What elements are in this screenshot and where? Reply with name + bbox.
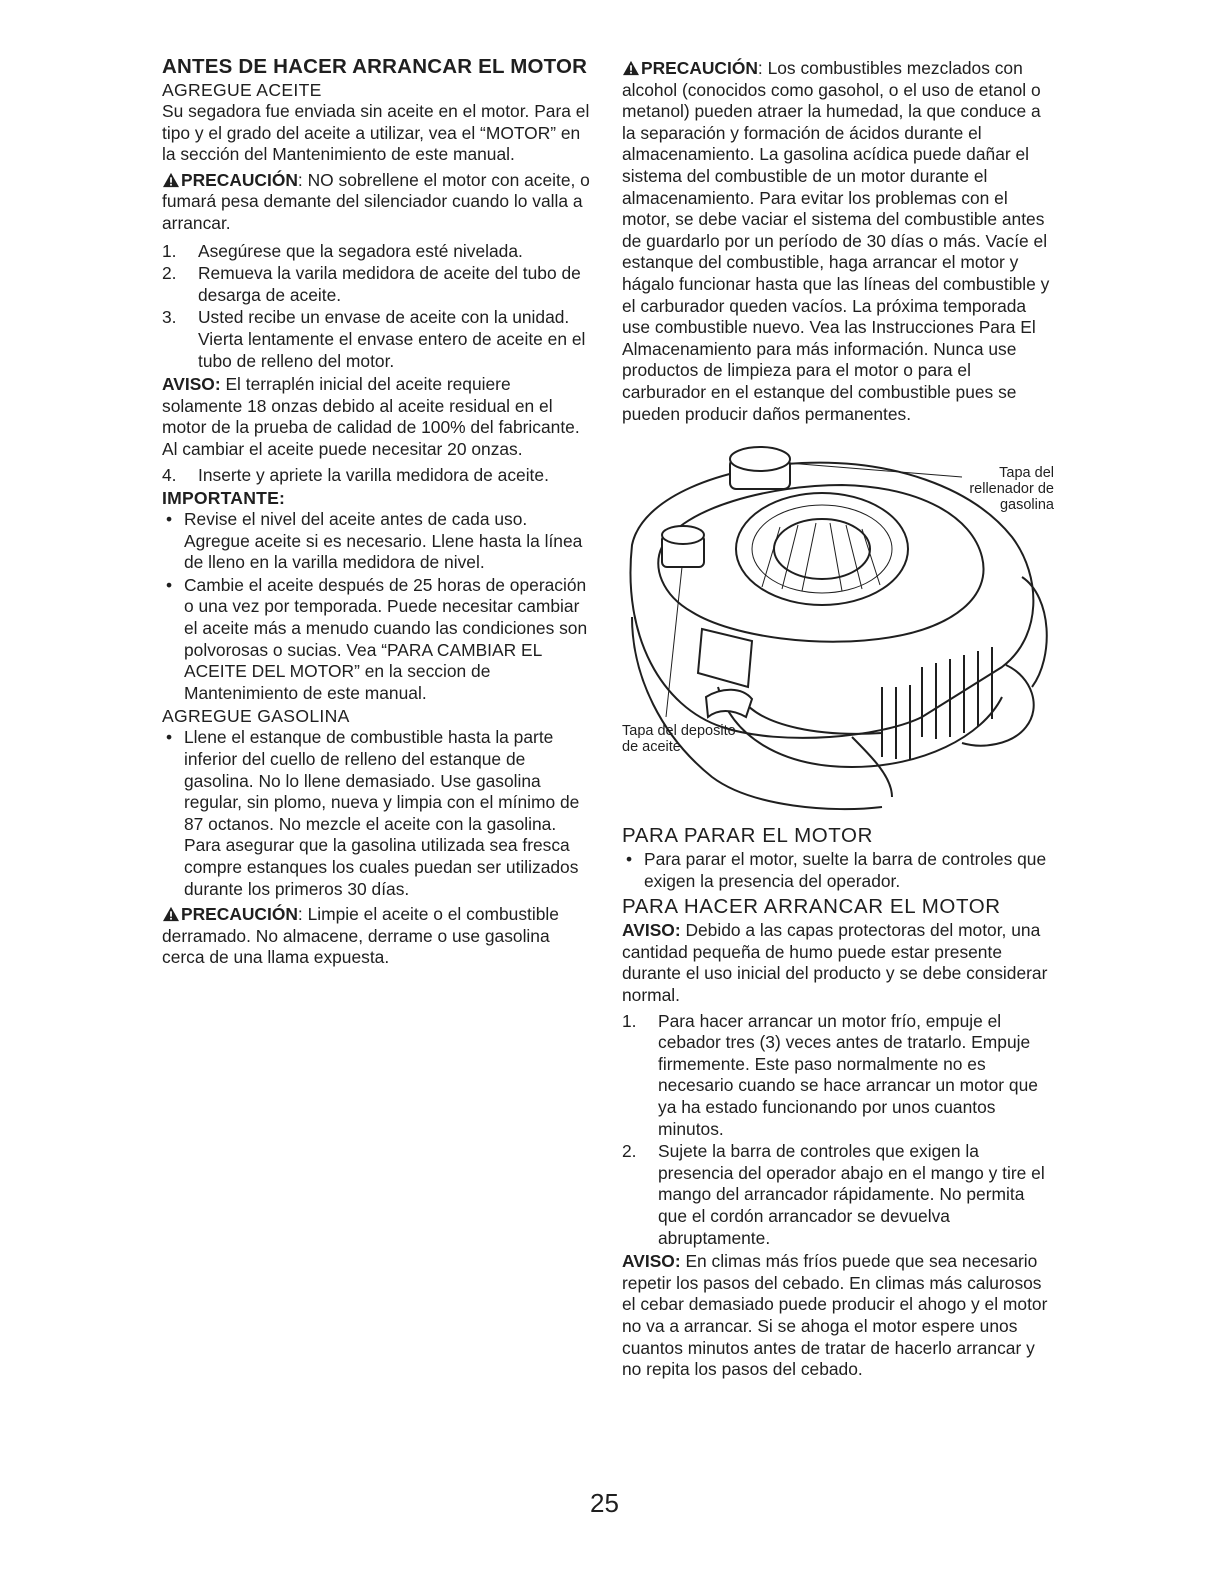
alcohol-fuel-caution bbox=[622, 58, 1050, 425]
oil-caution bbox=[162, 170, 594, 235]
notice-label: AVISO: bbox=[162, 374, 221, 395]
warning-triangle-icon bbox=[622, 60, 640, 76]
step-text: Asegúrese que la segadora esté nivelada. bbox=[198, 240, 523, 261]
warning-triangle-icon bbox=[162, 906, 180, 922]
page-number: 25 bbox=[590, 1488, 619, 1518]
oil-cap-label: Tapa del deposito de aceite bbox=[622, 723, 736, 756]
heading-add-fuel: AGREGUE GASOLINA bbox=[162, 706, 350, 727]
step-number: 2. bbox=[162, 263, 177, 284]
warning-triangle-icon bbox=[162, 172, 180, 188]
oil-intro: Su segadora fue enviada sin aceite en el motor. Para el tipo y el grado del aceite a utilizar, vea el “MOTOR” en la sección del Mantenimiento de este manual. bbox=[162, 101, 590, 165]
fuel-caution bbox=[162, 904, 594, 969]
list-item bbox=[162, 241, 594, 263]
step-number: 1. bbox=[622, 1010, 637, 1031]
step-text: Inserte y apriete la varilla medidora de aceite. bbox=[198, 464, 549, 485]
list-item bbox=[622, 1141, 1050, 1249]
caution-text: : NO sobrellene el motor con aceite, o fumará pesa demante del silenciador cuando lo valla a arrancar. bbox=[162, 169, 590, 233]
heading-add-oil: AGREGUE ACEITE bbox=[162, 80, 322, 100]
step-text: Sujete la barra de controles que exigen la presencia del operador abajo en el mango y tire el mango del arrancador rápidamente. No permita que el cordón arrancador se devuelva abruptamente. bbox=[658, 1141, 1045, 1248]
section-title-before-start: ANTES DE HACER ARRANCAR EL MOTOR bbox=[162, 55, 588, 78]
caution-label: PRECAUCIÓN bbox=[181, 904, 298, 925]
step-number: 1. bbox=[162, 240, 177, 261]
list-item: • Para parar el motor, suelte la barra de controles que exigen la presencia del operador. bbox=[622, 849, 1050, 892]
important-bullets bbox=[162, 509, 594, 704]
fuel-bullets bbox=[162, 727, 594, 900]
step-number: 4. bbox=[162, 464, 177, 485]
list-item bbox=[162, 307, 594, 372]
heading-stop-engine: PARA PARAR EL MOTOR bbox=[622, 824, 874, 848]
oil-notice bbox=[162, 374, 594, 460]
list-item: • Revise el nivel del aceite antes de cada uso. Agregue aceite si es necesario. Llene hasta la línea de lleno en la varilla medidora de nivel. bbox=[162, 509, 594, 574]
caution-label: PRECAUCIÓN bbox=[641, 58, 758, 78]
list-item: • Cambie el aceite después de 25 horas de operación o una vez por temporada. Puede necesitar cambiar el aceite más a menudo cuando las condiciones son polvorosas o sucias. Vea “PARA CAMBIAR EL ACEITE DEL MOTOR” en la seccion de Mantenimiento de este manual. bbox=[162, 575, 594, 705]
notice-text: El terraplén inicial del aceite requiere solamente 18 onzas debido al aceite residual en el motor de la prueba de calidad de 100% del fabricante. Al cambiar el aceite puede necesitar 20 onzas. bbox=[162, 374, 580, 459]
stop-bullets bbox=[622, 849, 1050, 892]
step-text: Para hacer arrancar un motor frío, empuje el cebador tres (3) veces antes de tratarlo. Empuje firmemente. Este paso normalmente no es necesario cuando se hace arrancar un motor que ya ha estado funcionando por unos cuantos minutos. bbox=[658, 1010, 1038, 1139]
start-notice-2 bbox=[622, 1251, 1050, 1381]
step-number: 3. bbox=[162, 307, 177, 328]
notice-text: En climas más fríos puede que sea necesario repetir los pasos del cebado. En climas más calurosos el cebar demasiado puede producir el ahogo y el motor no va a arrancar. Si se ahoga el motor espere unos cuantos minutos antes de tratar de hacerlo arrancar y no repita los pasos del cebado. bbox=[622, 1251, 1048, 1380]
notice-text: Debido a las capas protectoras del motor, una cantidad pequeña de humo puede estar presente durante el uso inicial del producto y se debe considerar normal. bbox=[622, 920, 1048, 1006]
start-steps bbox=[622, 1011, 1050, 1250]
right-column bbox=[622, 50, 1054, 1385]
step-number: 2. bbox=[622, 1141, 637, 1162]
list-item bbox=[162, 465, 594, 487]
notice-label: AVISO: bbox=[622, 920, 681, 941]
engine-illustration bbox=[622, 437, 1054, 817]
step-text: Remueva la varila medidora de aceite del tubo de desarga de aceite. bbox=[198, 263, 581, 305]
list-item bbox=[622, 1011, 1050, 1141]
start-notice bbox=[622, 920, 1050, 1006]
list-item bbox=[162, 263, 594, 306]
fuel-cap-label: Tapa del rellenador de gasolina bbox=[969, 465, 1054, 514]
oil-step-4 bbox=[162, 465, 594, 487]
step-text: Usted recibe un envase de aceite con la unidad. Vierta lentamente el envase entero de aceite en el tubo de relleno del motor. bbox=[198, 307, 586, 371]
list-item: • Llene el estanque de combustible hasta la parte inferior del cuello de relleno del estanque de gasolina. No lo llene demasiado. Use gasolina regular, sin plomo, nueva y limpia con el mínimo de 87 octanos. No mezcle el aceite con la gasolina. Para asegurar que la gasolina utilizada sea fresca compre estanques los cuales puedan ser utilizados durante los primeros 30 días. bbox=[162, 727, 594, 900]
heading-start-engine: PARA HACER ARRANCAR EL MOTOR bbox=[622, 895, 1001, 919]
caution-text: : Los combustibles mezclados con alcohol (conocidos como gasohol, o el uso de etanol o metanol) pueden atraer la humedad, la que conduce a la separación y formación de ácidos durante el almacenamiento. La gasolina acídica puede dañar el sistema del combustible de un motor durante el almacenamiento. Para evitar los problemas con el motor, se debe vaciar el sistema del combustible antes de guardarlo por un período de 30 días o más. Vacíe el estanque del combustible, haga arrancar el motor y hágalo funcionar hasta que las líneas del combustible y el carburador queden vacíos. La próxima temporada use combustible nuevo. Vea las Instrucciones Para El Almacenamiento para más información. Nunca use productos de limpieza para el motor o para el carburador en el estanque del combustible pues se pueden producir daños permanentes. bbox=[622, 58, 1050, 424]
left-column bbox=[162, 50, 594, 975]
notice-label: AVISO: bbox=[622, 1251, 681, 1272]
caution-label: PRECAUCIÓN bbox=[181, 169, 298, 190]
caution-text: : Limpie el aceite o el combustible derramado. No almacene, derrame o use gasolina cerca de una llama expuesta. bbox=[162, 904, 559, 968]
oil-steps bbox=[162, 241, 594, 373]
heading-important: IMPORTANTE: bbox=[162, 488, 286, 509]
